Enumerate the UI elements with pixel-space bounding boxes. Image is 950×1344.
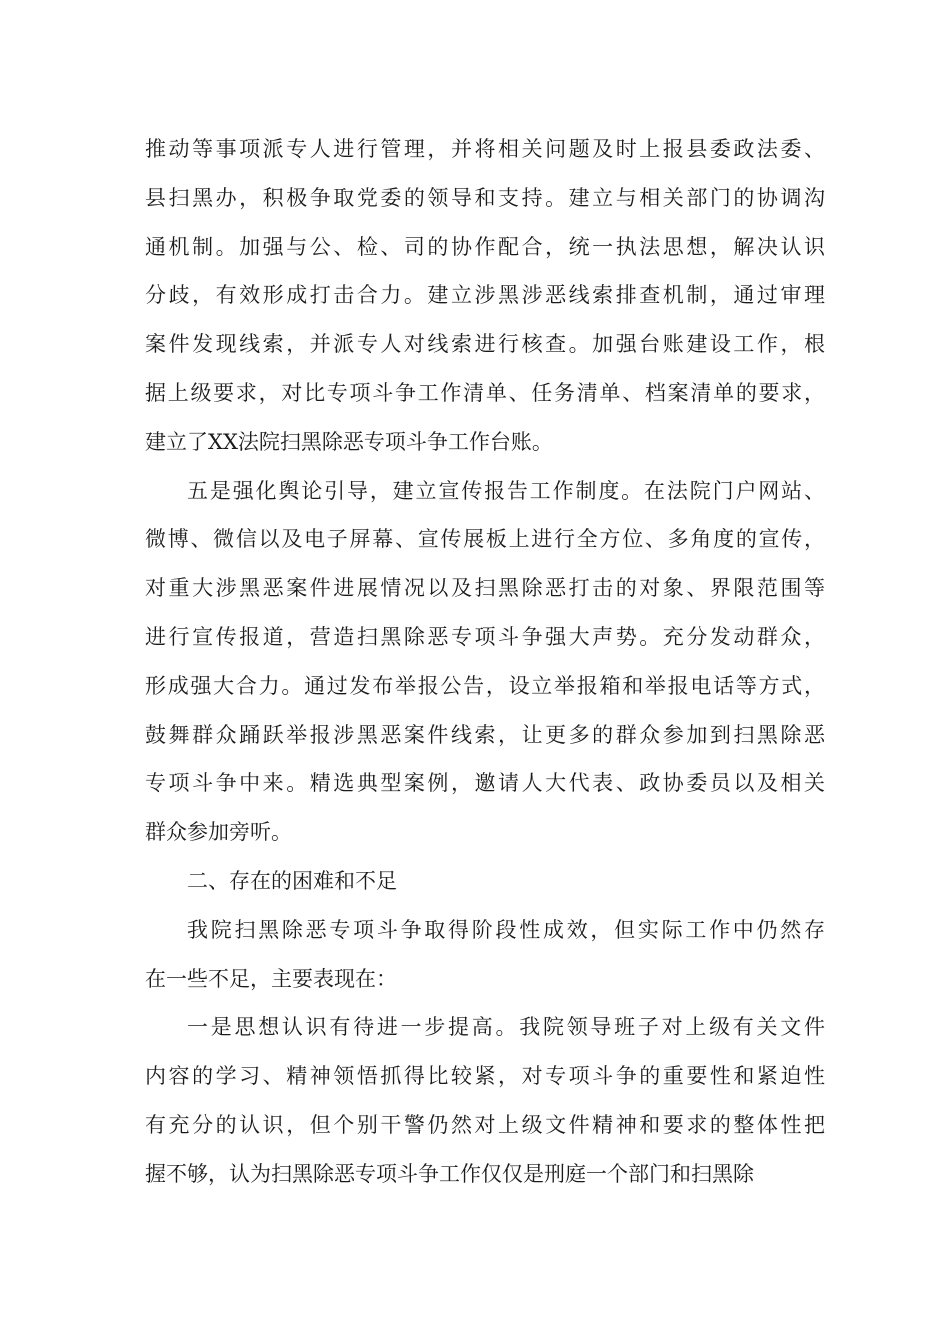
text-line: 建立了XX法院扫黑除恶专项斗争工作台账。 (145, 429, 553, 454)
paragraph (145, 1003, 825, 1198)
text-line: 在一些不足，主要表现在： (145, 966, 397, 991)
text-line: 进行宣传报道，营造扫黑除恶专项斗争强大声势。充分发动群众， (145, 624, 825, 649)
text-line: 五是强化舆论引导，建立宣传报告工作制度。在法院门户网站、 (187, 478, 825, 503)
text-line: 专项斗争中来。精选典型案例，邀请人大代表、政协委员以及相关 (145, 771, 825, 796)
text-line: 内容的学习、精神领悟抓得比较紧，对专项斗争的重要性和紧迫性 (145, 1064, 825, 1089)
document-body (145, 125, 825, 1199)
paragraph (145, 125, 825, 467)
text-line: 群众参加旁听。 (145, 820, 292, 845)
text-line: 微博、微信以及电子屏幕、宣传展板上进行全方位、多角度的宣传， (145, 527, 825, 552)
paragraph (145, 467, 825, 857)
text-line: 有充分的认识，但个别干警仍然对上级文件精神和要求的整体性把 (145, 1112, 825, 1137)
text-line: 通机制。加强与公、检、司的协作配合，统一执法思想，解决认识 (145, 234, 825, 259)
text-line: 形成强大合力。通过发布举报公告，设立举报箱和举报电话等方式， (145, 673, 825, 698)
text-line: 一是思想认识有待进一步提高。我院领导班子对上级有关文件 (187, 1015, 825, 1040)
text-line: 分歧，有效形成打击合力。建立涉黑涉恶线索排查机制，通过审理 (145, 283, 825, 308)
text-line: 握不够，认为扫黑除恶专项斗争工作仅仅是刑庭一个部门和扫黑除 (145, 1161, 754, 1186)
text-line: 推动等事项派专人进行管理，并将相关问题及时上报县委政法委、 (145, 137, 825, 161)
paragraph (145, 857, 825, 906)
text-line: 据上级要求，对比专项斗争工作清单、任务清单、档案清单的要求， (145, 380, 825, 405)
text-line: 案件发现线索，并派专人对线索进行核查。加强台账建设工作，根 (145, 332, 825, 357)
text-line: 二、存在的困难和不足 (187, 868, 397, 893)
text-line: 县扫黑办，积极争取党委的领导和支持。建立与相关部门的协调沟 (145, 185, 825, 210)
text-line: 鼓舞群众踊跃举报涉黑恶案件线索，让更多的群众参加到扫黑除恶 (145, 722, 825, 747)
text-line: 对重大涉黑恶案件进展情况以及扫黑除恶打击的对象、界限范围等 (145, 576, 825, 601)
paragraph (145, 906, 825, 1004)
text-line: 我院扫黑除恶专项斗争取得阶段性成效，但实际工作中仍然存 (187, 917, 825, 942)
